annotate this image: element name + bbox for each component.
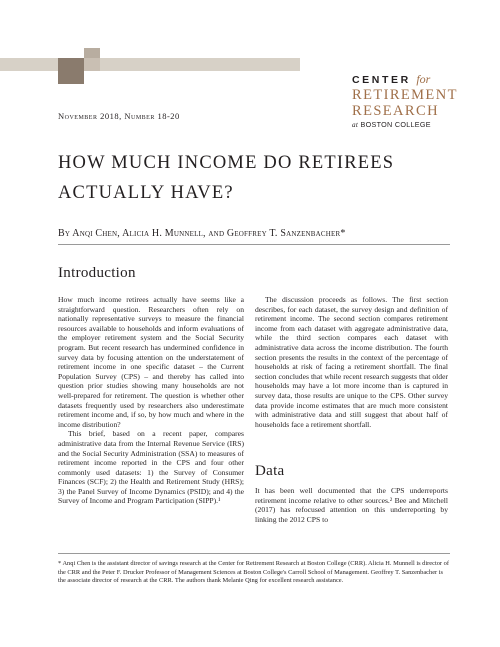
header-decor-square-dark xyxy=(58,58,84,84)
column-left xyxy=(58,295,244,506)
column-right-data xyxy=(255,486,448,524)
logo-line-bc: at BOSTON COLLEGE xyxy=(352,120,431,129)
title-line-2: ACTUALLY HAVE? xyxy=(58,183,234,203)
logo-line-retirement: RETIREMENT xyxy=(352,87,458,103)
byline-divider xyxy=(58,244,450,245)
footnote-divider xyxy=(58,553,450,554)
data-paragraph-1: It has been well documented that the CPS underreports retirement income relative to other sources.² Bee and Mitchell (2017) has refocused attention on this underreporting by linking the 2012 CPS to xyxy=(255,486,448,524)
intro-paragraph-2: This brief, based on a recent paper, compares administrative data from the Internal Revenue Service (IRS) and the Social Security Administration (SSA) to measures of retirement income reported in the CPS and four other commonly used datasets: 1) the Survey of Consumer Finances (SCF); 2) the Health and Retirement Study (HRS); 3) the Panel Survey of Income Dynamics (PSID); and 4) the Survey of Income and Program Participation (SIPP).¹ xyxy=(58,429,244,506)
author-byline: By Anqi Chen, Alicia H. Munnell, and Geoffrey T. Sanzenbacher* xyxy=(58,228,346,239)
logo-line-center: CENTER for xyxy=(352,72,431,86)
issue-dateline: November 2018, Number 18-20 xyxy=(58,111,180,121)
section-heading-data: Data xyxy=(255,463,285,479)
section-heading-introduction: Introduction xyxy=(58,265,136,281)
title-line-1: HOW MUCH INCOME DO RETIREES xyxy=(58,153,395,173)
header-decor-bar xyxy=(0,58,300,71)
header-decor-square-small xyxy=(84,48,100,58)
author-footnote: * Anqi Chen is the assistant director of savings research at the Center for Retirement Research at Boston College (CRR). Alicia H. Munnell is director of the CRR and the Peter F. Drucker Professor of Management Sciences at Boston College's Carroll School of Management. Geoffrey T. Sanzenbacher is the associate director of research at the CRR. The authors thank Melanie Qing for excellent research assistance. xyxy=(58,560,449,585)
intro-paragraph-1: How much income retirees actually have seems like a straightforward question. Researchers often rely on nationally representative surveys to measure the financial resources available to households and inform evaluations of the employer retirement system and the Social Security program. But recent research has undermined confidence in survey data by focusing attention on the understatement of retirement income in one specific dataset – the Current Population Survey (CPS) – and thereby has called into question prior studies showing many households are not well-prepared for retirement. The question is whether other datasets frequently used by researchers also underestimate retirement income and, if so, by how much and where in the income distribution? xyxy=(58,295,244,429)
brief-title xyxy=(58,148,458,208)
column-right xyxy=(255,295,448,429)
intro-paragraph-3: The discussion proceeds as follows. The first section describes, for each dataset, the survey design and definition of retirement income. The second section compares retirement income from each dataset with aggregate administrative data, while the third section compares each dataset with administrative data across the income distribution. The fourth section presents the results in the context of the percentage of households at risk of facing a retirement shortfall. The final section concludes that while recent research suggests that older households may have a lot more income than is captured in survey data, those results are unique to the CPS. Other survey data provide income estimates that are much more consistent with administrative data and still suggest that about half of households face a retirement shortfall. xyxy=(255,295,448,429)
header-decor-square-light xyxy=(84,58,100,71)
crr-logo xyxy=(352,72,472,129)
logo-line-research: RESEARCH xyxy=(352,103,439,119)
